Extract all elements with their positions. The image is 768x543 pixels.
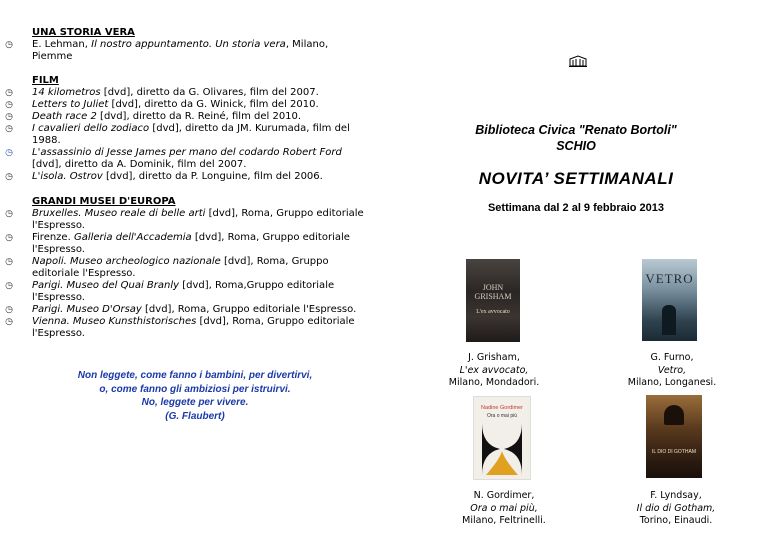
clock-icon: ◷	[5, 209, 13, 219]
entry-title: Napoli. Museo archeologico nazionale	[32, 256, 221, 267]
library-line1: Biblioteca Civica "Renato Bortoli"	[475, 123, 677, 137]
entry-rest: [dvd], diretto da P. Longuine, film del 2006.	[102, 171, 323, 182]
book-caption	[434, 490, 574, 528]
entry-rest: [dvd], diretto da G. Olivares, film del 2007.	[100, 87, 319, 98]
entry-title: Death race 2	[32, 111, 97, 122]
list-item	[32, 123, 372, 147]
entry-title: Vienna. Museo Kunsthistorisches	[32, 316, 197, 327]
page-title: NOVITA’ SETTIMANALI	[478, 169, 674, 188]
library-name	[384, 122, 768, 154]
book-title: Vetro,	[657, 364, 687, 376]
entry-rest: [dvd], diretto da G. Winick, film del 2010.	[108, 99, 319, 110]
cover-title: L'ex avvocato	[476, 309, 510, 315]
clock-icon: ◷	[5, 305, 13, 315]
entry-rest: [dvd], Roma, Gruppo editoriale	[205, 208, 364, 219]
entry-title: Il nostro appuntamento. Un storia vera	[91, 39, 286, 50]
list-item	[32, 304, 372, 316]
entry-rest-line2: l'Espresso.	[32, 244, 85, 255]
cover-figure	[664, 405, 684, 425]
book-cover	[466, 259, 520, 342]
list-item	[32, 256, 372, 280]
entry-title: Parigi. Museo del Quai Branly	[32, 280, 180, 291]
quote-line: No, leggete per vivere.	[141, 397, 249, 408]
entry-place: Firenze.	[32, 232, 74, 243]
entry-rest: [dvd], Roma, Gruppo editoriale	[191, 232, 350, 243]
clock-icon: ◷	[5, 172, 13, 182]
clock-icon: ◷	[5, 100, 13, 110]
book-title: Il dio di Gotham,	[636, 502, 716, 514]
hourglass-icon	[482, 423, 522, 475]
cover-title: IL DIO DI GOTHAM	[652, 449, 696, 455]
entry-rest: [dvd], Roma, Gruppo	[220, 256, 329, 267]
entry-rest: [dvd], diretto da JM. Kurumada, film del	[149, 123, 350, 134]
quote-line: Non leggete, come fanno i bambini, per divertirvi,	[77, 370, 313, 381]
list-item	[32, 208, 372, 232]
list-item	[32, 147, 372, 171]
quote-author: (G. Flaubert)	[165, 410, 225, 422]
list-item	[32, 87, 372, 99]
section-title-storia: UNA STORIA VERA	[32, 27, 135, 38]
book-author: F. Lyndsay,	[650, 490, 702, 501]
book-title: L'ex avvocato,	[459, 364, 529, 376]
clock-icon: ◷	[5, 281, 13, 291]
list-item	[32, 39, 372, 63]
entry-rest-line2: l'Espresso.	[32, 292, 85, 303]
entry-rest: [dvd], diretto da R. Reiné, film del 2010.	[96, 111, 302, 122]
entry-rest-line2: editoriale l'Espresso.	[32, 268, 136, 279]
clock-icon: ◷	[5, 148, 13, 158]
list-item	[32, 316, 372, 340]
list-item	[32, 171, 372, 183]
list-item	[32, 111, 372, 123]
book-caption	[424, 352, 564, 390]
clock-icon: ◷	[5, 233, 13, 243]
entry-title: Bruxelles. Museo reale di belle arti	[32, 208, 206, 219]
book-author: G. Furno,	[650, 352, 694, 363]
entry-rest-line2: Piemme	[32, 51, 73, 62]
cover-author: JOHN GRISHAM	[474, 283, 512, 301]
clock-icon: ◷	[5, 124, 13, 134]
book-cover	[642, 259, 697, 341]
book-cover	[646, 395, 702, 478]
cover-title: Ora o mai più	[486, 413, 517, 419]
book-publisher: Milano, Feltrinelli.	[462, 515, 546, 526]
book-publisher: Torino, Einaudi.	[639, 515, 713, 526]
entry-rest: [dvd], Roma,Gruppo editoriale	[179, 280, 335, 291]
entry-title: L'isola. Ostrov	[32, 171, 103, 182]
cover-author: Nadine Gordimer	[481, 405, 523, 411]
entry-rest: , Milano,	[285, 39, 329, 50]
entry-rest-line2: [dvd], diretto da A. Dominik, film del 2007.	[32, 159, 247, 170]
entry-title: Galleria dell'Accademia	[73, 232, 192, 243]
flaubert-quote	[60, 369, 330, 423]
clock-icon: ◷	[5, 257, 13, 267]
library-line2: SCHIO	[556, 139, 596, 153]
book-author: N. Gordimer,	[473, 490, 535, 501]
entry-title: I cavalieri dello zodiaco	[32, 123, 150, 134]
entry-title: Parigi. Museo D'Orsay	[32, 304, 142, 315]
book-author: J. Grisham,	[468, 352, 520, 363]
list-item	[32, 280, 372, 304]
entry-title: Letters to Juliet	[32, 99, 109, 110]
cover-figure	[662, 305, 676, 335]
section-title-film: FILM	[32, 75, 59, 86]
book-publisher: Milano, Longanesi.	[627, 377, 717, 388]
week-range: Settimana dal 2 al 9 febbraio 2013	[487, 202, 665, 214]
entry-rest: [dvd], Roma, Gruppo editoriale l'Espresso.	[141, 304, 357, 315]
clock-icon: ◷	[5, 317, 13, 327]
right-panel	[384, 0, 768, 543]
clock-icon: ◷	[5, 40, 13, 50]
list-item	[32, 99, 372, 111]
entry-author: E. Lehman,	[32, 39, 92, 50]
entry-title: L'assassinio di Jesse James per mano del codardo Robert Ford	[32, 147, 342, 158]
clock-icon: ◷	[5, 88, 13, 98]
entry-rest-line2: l'Espresso.	[32, 220, 85, 231]
library-logo-icon	[569, 55, 587, 67]
section-title-musei: GRANDI MUSEI D'EUROPA	[32, 196, 176, 207]
entry-rest-line2: l'Espresso.	[32, 328, 85, 339]
book-publisher: Milano, Mondadori.	[448, 377, 540, 388]
book-caption	[602, 352, 742, 390]
book-cover	[473, 396, 531, 480]
entry-rest-line2: 1988.	[32, 135, 61, 146]
list-item	[32, 232, 372, 256]
entry-rest: [dvd], Roma, Gruppo editoriale	[196, 316, 355, 327]
cover-title: VETRO	[645, 271, 694, 286]
entry-title: 14 kilometros	[32, 87, 101, 98]
book-caption	[606, 490, 746, 528]
clock-icon: ◷	[5, 112, 13, 122]
quote-line: o, come fanno gli ambiziosi per istruirvi.	[99, 383, 291, 395]
book-title: Ora o mai più,	[470, 502, 538, 514]
